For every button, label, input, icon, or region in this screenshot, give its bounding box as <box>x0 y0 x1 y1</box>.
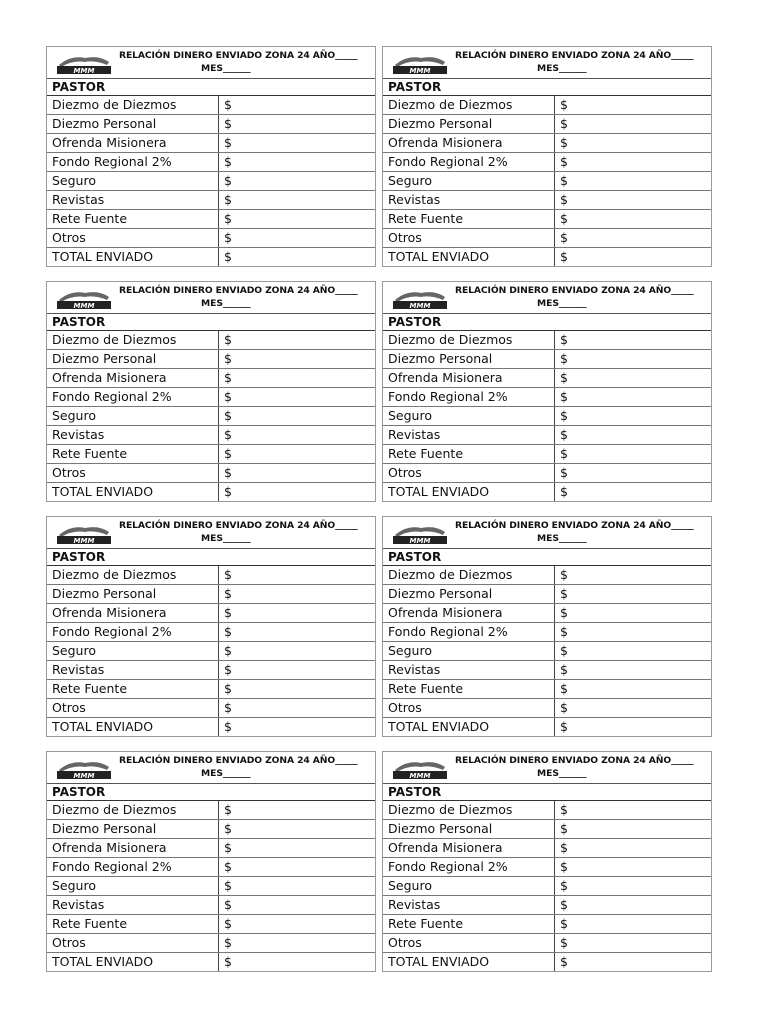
form-row <box>47 229 375 248</box>
form-row <box>47 248 375 266</box>
amount-field: $ <box>224 97 232 112</box>
amount-field: $ <box>560 821 568 836</box>
row-label: Revistas <box>47 426 219 444</box>
form-row <box>383 191 711 210</box>
form-row <box>47 464 375 483</box>
form-row <box>47 331 375 350</box>
row-label: Seguro <box>47 172 219 190</box>
row-label: TOTAL ENVIADO <box>47 483 219 501</box>
remittance-form <box>382 751 712 972</box>
row-label: Revistas <box>47 661 219 679</box>
amount-field: $ <box>224 465 232 480</box>
row-label: Revistas <box>383 426 555 444</box>
row-label: Otros <box>47 699 219 717</box>
row-label: Otros <box>383 464 555 482</box>
form-row <box>383 96 711 115</box>
form-row <box>383 210 711 229</box>
mmm-logo-icon <box>391 53 449 75</box>
row-label: Revistas <box>47 896 219 914</box>
form-header <box>47 752 375 784</box>
row-label: Diezmo Personal <box>383 820 555 838</box>
amount-field: $ <box>560 586 568 601</box>
row-label: Otros <box>47 229 219 247</box>
svg-text:MMM: MMM <box>409 302 431 310</box>
amount-field: $ <box>560 935 568 950</box>
amount-field: $ <box>560 370 568 385</box>
form-month: MES______ <box>201 298 251 309</box>
remittance-form <box>382 46 712 267</box>
form-title: RELACIÓN DINERO ENVIADO ZONA 24 AÑO_____ <box>455 50 694 61</box>
mmm-logo-icon <box>55 288 113 310</box>
amount-field: $ <box>224 408 232 423</box>
form-row <box>47 426 375 445</box>
mmm-logo-icon <box>55 523 113 545</box>
svg-text:MMM: MMM <box>409 772 431 780</box>
amount-field: $ <box>224 446 232 461</box>
row-label: Diezmo Personal <box>383 350 555 368</box>
amount-field: $ <box>560 897 568 912</box>
row-label: Rete Fuente <box>383 915 555 933</box>
amount-field: $ <box>224 719 232 734</box>
amount-field: $ <box>560 719 568 734</box>
form-row <box>47 483 375 501</box>
svg-text:MMM: MMM <box>409 537 431 545</box>
form-row <box>47 388 375 407</box>
amount-field: $ <box>560 192 568 207</box>
pastor-label: PASTOR <box>47 549 375 566</box>
form-row <box>383 820 711 839</box>
row-label: Diezmo Personal <box>383 585 555 603</box>
row-label: Seguro <box>47 407 219 425</box>
row-label: Diezmo de Diezmos <box>383 566 555 584</box>
row-label: Fondo Regional 2% <box>383 623 555 641</box>
form-month: MES______ <box>201 533 251 544</box>
form-header <box>47 47 375 79</box>
row-label: Diezmo Personal <box>47 820 219 838</box>
pastor-label: PASTOR <box>47 314 375 331</box>
row-label: Seguro <box>47 877 219 895</box>
form-month: MES______ <box>201 63 251 74</box>
amount-field: $ <box>224 389 232 404</box>
pastor-label: PASTOR <box>383 784 711 801</box>
amount-field: $ <box>224 484 232 499</box>
pastor-label: PASTOR <box>383 314 711 331</box>
amount-field: $ <box>224 897 232 912</box>
form-row <box>383 604 711 623</box>
row-label: Revistas <box>383 191 555 209</box>
pastor-label: PASTOR <box>383 549 711 566</box>
amount-field: $ <box>560 840 568 855</box>
row-label: Diezmo Personal <box>383 115 555 133</box>
svg-text:MMM: MMM <box>409 67 431 75</box>
amount-field: $ <box>560 116 568 131</box>
form-row <box>47 96 375 115</box>
row-label: TOTAL ENVIADO <box>47 953 219 971</box>
form-row <box>47 661 375 680</box>
forms-sheet <box>46 46 712 972</box>
form-row <box>47 642 375 661</box>
row-label: Ofrenda Misionera <box>47 369 219 387</box>
form-row <box>47 896 375 915</box>
row-label: Diezmo de Diezmos <box>383 331 555 349</box>
amount-field: $ <box>224 192 232 207</box>
form-row <box>383 623 711 642</box>
row-label: TOTAL ENVIADO <box>47 248 219 266</box>
row-label: TOTAL ENVIADO <box>383 248 555 266</box>
form-title: RELACIÓN DINERO ENVIADO ZONA 24 AÑO_____ <box>455 285 694 296</box>
amount-field: $ <box>224 916 232 931</box>
form-row <box>383 858 711 877</box>
amount-field: $ <box>224 173 232 188</box>
row-label: Diezmo de Diezmos <box>383 96 555 114</box>
row-label: Seguro <box>383 877 555 895</box>
amount-field: $ <box>224 332 232 347</box>
form-row <box>383 839 711 858</box>
amount-field: $ <box>224 859 232 874</box>
amount-field: $ <box>560 230 568 245</box>
form-row <box>383 331 711 350</box>
form-row <box>47 623 375 642</box>
row-label: Ofrenda Misionera <box>47 134 219 152</box>
form-row <box>383 388 711 407</box>
form-row <box>47 820 375 839</box>
amount-field: $ <box>560 624 568 639</box>
row-label: Otros <box>47 464 219 482</box>
row-label: Fondo Regional 2% <box>47 623 219 641</box>
row-label: Diezmo de Diezmos <box>47 331 219 349</box>
row-label: Revistas <box>383 661 555 679</box>
amount-field: $ <box>560 878 568 893</box>
row-label: Fondo Regional 2% <box>383 858 555 876</box>
form-row <box>383 566 711 585</box>
form-row <box>383 953 711 971</box>
form-header <box>383 517 711 549</box>
form-row <box>47 877 375 896</box>
form-row <box>47 934 375 953</box>
amount-field: $ <box>560 802 568 817</box>
remittance-form <box>382 516 712 737</box>
row-label: Diezmo Personal <box>47 585 219 603</box>
amount-field: $ <box>224 821 232 836</box>
form-row <box>47 407 375 426</box>
form-row <box>383 699 711 718</box>
form-row <box>47 210 375 229</box>
amount-field: $ <box>224 230 232 245</box>
row-label: Rete Fuente <box>47 445 219 463</box>
form-row <box>383 248 711 266</box>
form-header <box>383 752 711 784</box>
amount-field: $ <box>224 662 232 677</box>
form-month: MES______ <box>537 298 587 309</box>
remittance-form <box>46 281 376 502</box>
amount-field: $ <box>560 484 568 499</box>
amount-field: $ <box>224 935 232 950</box>
row-label: Ofrenda Misionera <box>47 604 219 622</box>
amount-field: $ <box>560 662 568 677</box>
amount-field: $ <box>224 249 232 264</box>
row-label: Rete Fuente <box>47 210 219 228</box>
form-row <box>383 801 711 820</box>
row-label: Rete Fuente <box>47 915 219 933</box>
form-header <box>383 282 711 314</box>
mmm-logo-icon <box>55 758 113 780</box>
form-row <box>47 566 375 585</box>
form-title: RELACIÓN DINERO ENVIADO ZONA 24 AÑO_____ <box>119 755 358 766</box>
form-row <box>47 953 375 971</box>
form-row <box>383 642 711 661</box>
amount-field: $ <box>560 567 568 582</box>
amount-field: $ <box>224 586 232 601</box>
form-month: MES______ <box>537 768 587 779</box>
amount-field: $ <box>560 681 568 696</box>
row-label: Diezmo de Diezmos <box>47 566 219 584</box>
amount-field: $ <box>560 427 568 442</box>
amount-field: $ <box>560 173 568 188</box>
form-row <box>47 858 375 877</box>
amount-field: $ <box>560 465 568 480</box>
amount-field: $ <box>224 351 232 366</box>
form-row <box>383 426 711 445</box>
row-label: Diezmo Personal <box>47 350 219 368</box>
row-label: Rete Fuente <box>383 445 555 463</box>
amount-field: $ <box>224 211 232 226</box>
svg-text:MMM: MMM <box>73 772 95 780</box>
row-label: Ofrenda Misionera <box>383 134 555 152</box>
form-row <box>47 191 375 210</box>
amount-field: $ <box>560 408 568 423</box>
form-header <box>383 47 711 79</box>
form-row <box>47 115 375 134</box>
form-title: RELACIÓN DINERO ENVIADO ZONA 24 AÑO_____ <box>119 520 358 531</box>
form-row <box>47 801 375 820</box>
amount-field: $ <box>560 643 568 658</box>
amount-field: $ <box>224 370 232 385</box>
form-row <box>383 585 711 604</box>
form-month: MES______ <box>201 768 251 779</box>
row-label: Ofrenda Misionera <box>383 604 555 622</box>
amount-field: $ <box>224 681 232 696</box>
amount-field: $ <box>560 97 568 112</box>
amount-field: $ <box>224 802 232 817</box>
form-row <box>383 445 711 464</box>
pastor-label: PASTOR <box>383 79 711 96</box>
row-label: TOTAL ENVIADO <box>383 718 555 736</box>
amount-field: $ <box>560 332 568 347</box>
amount-field: $ <box>224 643 232 658</box>
form-month: MES______ <box>537 63 587 74</box>
mmm-logo-icon <box>391 758 449 780</box>
form-row <box>47 839 375 858</box>
row-label: Fondo Regional 2% <box>47 153 219 171</box>
pastor-label: PASTOR <box>47 79 375 96</box>
row-label: Rete Fuente <box>383 210 555 228</box>
form-row <box>383 934 711 953</box>
amount-field: $ <box>560 135 568 150</box>
amount-field: $ <box>224 116 232 131</box>
remittance-form <box>382 281 712 502</box>
amount-field: $ <box>224 135 232 150</box>
row-label: Fondo Regional 2% <box>47 388 219 406</box>
form-title: RELACIÓN DINERO ENVIADO ZONA 24 AÑO_____ <box>119 50 358 61</box>
form-row <box>383 172 711 191</box>
amount-field: $ <box>224 878 232 893</box>
row-label: TOTAL ENVIADO <box>47 718 219 736</box>
svg-text:MMM: MMM <box>73 537 95 545</box>
form-row <box>383 350 711 369</box>
form-row <box>47 172 375 191</box>
form-row <box>47 718 375 736</box>
form-row <box>383 229 711 248</box>
row-label: Fondo Regional 2% <box>383 153 555 171</box>
amount-field: $ <box>560 389 568 404</box>
amount-field: $ <box>224 700 232 715</box>
row-label: Ofrenda Misionera <box>47 839 219 857</box>
svg-text:MMM: MMM <box>73 302 95 310</box>
row-label: Revistas <box>383 896 555 914</box>
row-label: TOTAL ENVIADO <box>383 483 555 501</box>
remittance-form <box>46 751 376 972</box>
row-label: Otros <box>47 934 219 952</box>
form-title: RELACIÓN DINERO ENVIADO ZONA 24 AÑO_____ <box>455 755 694 766</box>
row-label: Fondo Regional 2% <box>47 858 219 876</box>
row-label: Ofrenda Misionera <box>383 369 555 387</box>
row-label: Otros <box>383 934 555 952</box>
row-label: Seguro <box>383 407 555 425</box>
form-row <box>47 350 375 369</box>
amount-field: $ <box>560 916 568 931</box>
amount-field: $ <box>224 624 232 639</box>
form-row <box>47 445 375 464</box>
form-row <box>47 134 375 153</box>
amount-field: $ <box>224 954 232 969</box>
row-label: TOTAL ENVIADO <box>383 953 555 971</box>
amount-field: $ <box>560 605 568 620</box>
svg-text:MMM: MMM <box>73 67 95 75</box>
form-row <box>383 407 711 426</box>
form-row <box>383 115 711 134</box>
amount-field: $ <box>560 249 568 264</box>
row-label: Diezmo de Diezmos <box>383 801 555 819</box>
form-row <box>383 896 711 915</box>
mmm-logo-icon <box>55 53 113 75</box>
form-row <box>383 661 711 680</box>
row-label: Rete Fuente <box>383 680 555 698</box>
row-label: Otros <box>383 699 555 717</box>
form-row <box>383 718 711 736</box>
form-header <box>47 517 375 549</box>
remittance-form <box>46 516 376 737</box>
form-title: RELACIÓN DINERO ENVIADO ZONA 24 AÑO_____ <box>455 520 694 531</box>
form-row <box>47 369 375 388</box>
form-header <box>47 282 375 314</box>
amount-field: $ <box>224 567 232 582</box>
amount-field: $ <box>560 859 568 874</box>
amount-field: $ <box>224 840 232 855</box>
form-row <box>47 915 375 934</box>
form-row <box>383 680 711 699</box>
form-row <box>383 153 711 172</box>
amount-field: $ <box>560 700 568 715</box>
form-row <box>47 585 375 604</box>
amount-field: $ <box>224 154 232 169</box>
row-label: Ofrenda Misionera <box>383 839 555 857</box>
row-label: Fondo Regional 2% <box>383 388 555 406</box>
row-label: Diezmo Personal <box>47 115 219 133</box>
row-label: Seguro <box>383 172 555 190</box>
amount-field: $ <box>224 427 232 442</box>
form-row <box>47 604 375 623</box>
form-row <box>383 464 711 483</box>
form-row <box>383 134 711 153</box>
amount-field: $ <box>560 954 568 969</box>
row-label: Rete Fuente <box>47 680 219 698</box>
form-row <box>383 483 711 501</box>
amount-field: $ <box>224 605 232 620</box>
amount-field: $ <box>560 446 568 461</box>
row-label: Seguro <box>47 642 219 660</box>
pastor-label: PASTOR <box>47 784 375 801</box>
form-row <box>383 915 711 934</box>
mmm-logo-icon <box>391 523 449 545</box>
form-row <box>47 680 375 699</box>
form-month: MES______ <box>537 533 587 544</box>
row-label: Otros <box>383 229 555 247</box>
form-row <box>383 369 711 388</box>
form-row <box>47 699 375 718</box>
amount-field: $ <box>560 351 568 366</box>
row-label: Revistas <box>47 191 219 209</box>
row-label: Diezmo de Diezmos <box>47 801 219 819</box>
form-row <box>383 877 711 896</box>
form-title: RELACIÓN DINERO ENVIADO ZONA 24 AÑO_____ <box>119 285 358 296</box>
row-label: Diezmo de Diezmos <box>47 96 219 114</box>
form-row <box>47 153 375 172</box>
row-label: Seguro <box>383 642 555 660</box>
amount-field: $ <box>560 211 568 226</box>
amount-field: $ <box>560 154 568 169</box>
remittance-form <box>46 46 376 267</box>
mmm-logo-icon <box>391 288 449 310</box>
